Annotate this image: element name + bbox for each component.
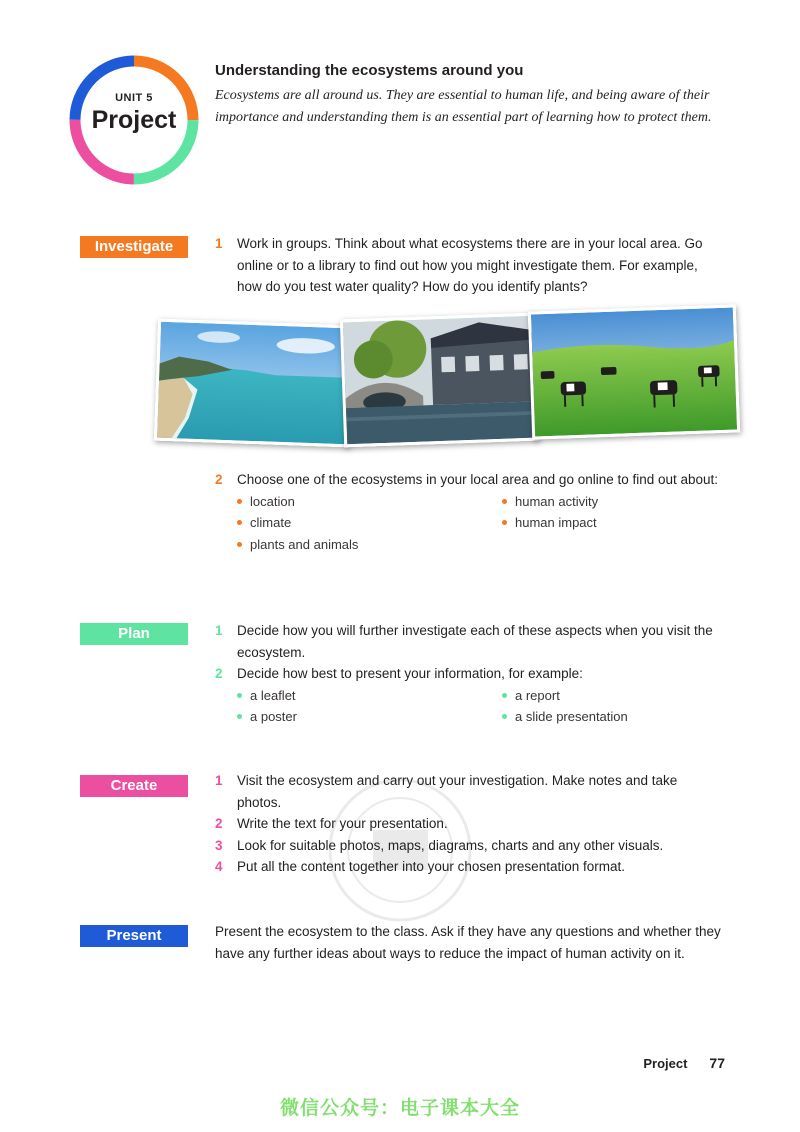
page-number: 77 <box>709 1055 725 1071</box>
intro-title: Understanding the ecosystems around you <box>215 62 524 79</box>
intro-section <box>215 62 715 128</box>
page-footer <box>643 1055 725 1071</box>
list-item: a slide presentation <box>502 706 742 728</box>
project-label: Project <box>91 106 177 134</box>
step-number: 1 <box>215 773 223 788</box>
present-tag: Present <box>80 925 188 947</box>
water-town-photo <box>340 313 539 448</box>
create-steps <box>215 770 725 878</box>
list-item: plants and animals <box>237 534 502 556</box>
watermark-text: 微信公众号：电子课本大全 <box>279 1098 520 1119</box>
plan-bullets <box>237 685 725 728</box>
step-text: Look for suitable photos, maps, diagrams, charts and any other visuals. <box>237 837 664 853</box>
investigate-step-1 <box>215 233 725 298</box>
plan-tag: Plan <box>80 623 188 645</box>
step-number: 3 <box>215 837 223 853</box>
intro-body: Ecosystems are all around us. They are essential to human life, and being aware of their importance and understanding them is an essential part of learning how to protect them. <box>215 88 712 125</box>
plan-steps <box>215 620 725 728</box>
list-item: a poster <box>237 706 502 728</box>
step-number: 4 <box>215 859 223 874</box>
list-item: human activity <box>502 491 742 513</box>
step-text: Visit the ecosystem and carry out your investigation. Make notes and take photos. <box>237 773 678 810</box>
step-text: Decide how you will further investigate each of these aspects when you visit the ecosystem. <box>237 623 713 660</box>
step-text: Choose one of the ecosystems in your local area and go online to find out about: <box>237 472 719 487</box>
list-item: human impact <box>502 512 742 534</box>
step-text: Write the text for your presentation. <box>237 816 448 831</box>
list-item: a report <box>502 685 742 707</box>
investigate-tag: Investigate <box>80 236 188 258</box>
investigate-bullets <box>237 491 725 556</box>
step-number: 1 <box>215 623 223 638</box>
present-text: Present the ecosystem to the class. Ask if they have any questions and whether they have any further ideas about ways to reduce the impact of human activity on it. <box>215 924 721 961</box>
footer-section-label: Project <box>643 1056 688 1071</box>
step-number: 2 <box>215 472 223 487</box>
investigate-step-2 <box>215 469 725 555</box>
ecosystem-photos <box>150 308 750 458</box>
list-item: climate <box>237 512 502 534</box>
unit-badge <box>68 54 200 186</box>
create-tag: Create <box>80 775 188 797</box>
unit-label: UNIT 5 <box>115 92 153 104</box>
step-number: 2 <box>215 666 223 681</box>
step-text: Decide how best to present your information, for example: <box>237 666 583 681</box>
step-number: 1 <box>215 236 223 251</box>
list-item: a leaflet <box>237 685 502 707</box>
coast-photo <box>154 319 353 448</box>
step-text: Work in groups. Think about what ecosystems there are in your local area. Go online or to a library to find out how you might investigate them. For example, how do you test water quality? How do you identify plants? <box>237 236 703 294</box>
step-text: Put all the content together into your chosen presentation format. <box>237 859 625 874</box>
grassland-cows-photo <box>528 304 740 439</box>
list-item: location <box>237 491 502 513</box>
step-number: 2 <box>215 816 223 831</box>
